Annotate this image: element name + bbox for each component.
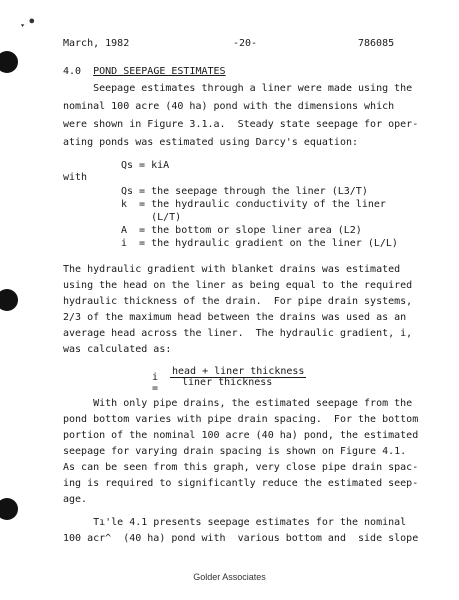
header-page-number: -20- xyxy=(233,38,258,49)
definition-line: i = the hydraulic gradient on the liner (L/L) xyxy=(121,238,398,249)
text-line: ating ponds was estimated using Darcy's equation: xyxy=(63,137,359,148)
header-date: March, 1982 xyxy=(63,38,130,49)
definition-line: k = the hydraulic conductivity of the liner xyxy=(121,199,386,210)
corner-mark: ▸ ● xyxy=(18,15,36,30)
text-line: Seepage estimates through a liner were made using the xyxy=(63,83,413,94)
darcy-equation: Qs = kiA xyxy=(121,160,170,171)
text-line: The hydraulic gradient with blanket drains was estimated xyxy=(63,264,401,275)
text-line: portion of the nominal 100 acre (40 ha) pond, the estimated xyxy=(63,430,419,441)
text-line: Tı'le 4.1 presents seepage estimates for the nominal xyxy=(63,517,407,528)
formula-denominator: liner thickness xyxy=(182,377,273,388)
header-doc-number: 786085 xyxy=(358,38,395,49)
section-number: 4.0 xyxy=(63,66,82,77)
with-label: with xyxy=(63,172,88,183)
text-line: nominal 100 acre (40 ha) pond with the dimensions which xyxy=(63,101,395,112)
text-line: 100 acr^ (40 ha) pond with various bottom and side slope xyxy=(63,533,419,544)
text-line: were shown in Figure 3.1.a. Steady state seepage for oper- xyxy=(63,119,419,130)
definition-line: A = the bottom or slope liner area (L2) xyxy=(121,225,362,236)
formula-lhs: i = xyxy=(152,372,159,394)
text-line: age. xyxy=(63,494,88,505)
text-line: seepage for varying drain spacing is shown on Figure 4.1. xyxy=(63,446,407,457)
text-line: ing is required to significantly reduce the estimated seep- xyxy=(63,478,419,489)
section-title: POND SEEPAGE ESTIMATES xyxy=(93,66,226,77)
text-line: average head across the liner. The hydraulic gradient, i, xyxy=(63,328,413,339)
text-line: was calculated as: xyxy=(63,344,172,355)
punch-hole-middle xyxy=(0,289,18,311)
formula-numerator: head + liner thickness xyxy=(172,366,305,377)
text-line: using the head on the liner as being equal to the required xyxy=(63,280,413,291)
section-heading xyxy=(63,66,226,77)
text-line: pond bottom varies with pipe drain spacing. For the bottom xyxy=(63,414,419,425)
text-line: With only pipe drains, the estimated seepage from the xyxy=(63,398,413,409)
definition-line: Qs = the seepage through the liner (L3/T) xyxy=(121,186,368,197)
text-line: 2/3 of the maximum head between the drains was used as an xyxy=(63,312,407,323)
text-line: As can be seen from this graph, very close pipe drain spac- xyxy=(63,462,419,473)
punch-hole-bottom xyxy=(0,498,18,520)
punch-hole-top xyxy=(0,51,18,73)
text-line: hydraulic thickness of the drain. For pipe drain systems, xyxy=(63,296,413,307)
footer-company: Golder Associates xyxy=(193,572,266,582)
definition-line: (L/T) xyxy=(121,212,182,223)
